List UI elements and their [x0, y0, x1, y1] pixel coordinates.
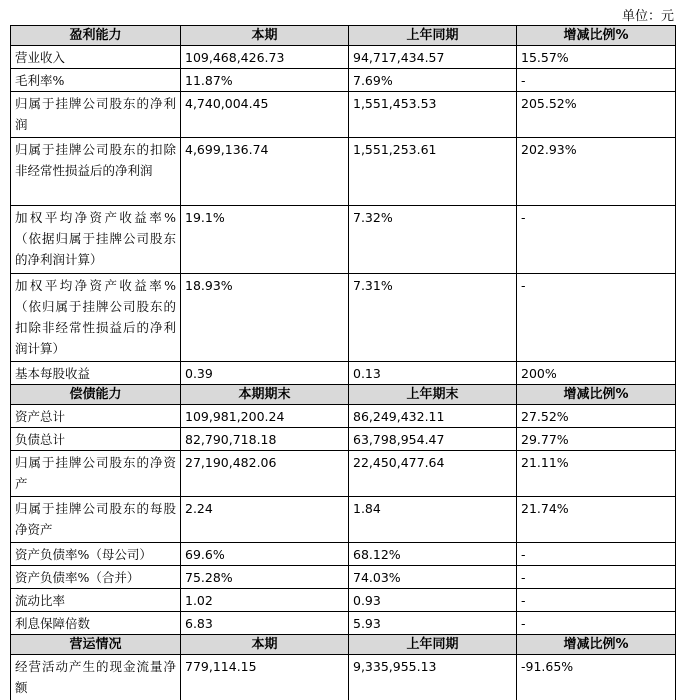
prior-value: 7.32%: [349, 206, 517, 274]
current-value: 109,468,426.73: [181, 46, 349, 69]
current-value: 27,190,482.06: [181, 451, 349, 497]
row-label: 利息保障倍数: [11, 612, 181, 635]
prior-value: 68.12%: [349, 543, 517, 566]
row-label: 资产总计: [11, 405, 181, 428]
section-header-row: [11, 385, 676, 405]
change-ratio: 27.52%: [517, 405, 676, 428]
table-row: [11, 543, 676, 566]
row-label: 加权平均净资产收益率%（依归属于挂牌公司股东的扣除非经常性损益后的净利润计算）: [11, 274, 181, 362]
change-ratio: 21.11%: [517, 451, 676, 497]
prior-value: 1.84: [349, 497, 517, 543]
table-row: [11, 655, 676, 700]
current-value: 11.87%: [181, 69, 349, 92]
column-header: 增减比例%: [517, 385, 676, 405]
row-label: 基本每股收益: [11, 362, 181, 385]
column-header: 上年同期: [349, 26, 517, 46]
column-header: 增减比例%: [517, 635, 676, 655]
table-row: [11, 362, 676, 385]
current-value: 4,740,004.45: [181, 92, 349, 138]
current-value: 19.1%: [181, 206, 349, 274]
column-header: 本期: [181, 26, 349, 46]
column-header: 增减比例%: [517, 26, 676, 46]
change-ratio: 202.93%: [517, 138, 676, 206]
financial-indicators-table: [10, 25, 676, 700]
section-header-row: [11, 26, 676, 46]
table-row: [11, 428, 676, 451]
prior-value: 7.69%: [349, 69, 517, 92]
current-value: 4,699,136.74: [181, 138, 349, 206]
table-row: [11, 138, 676, 206]
column-header: 本期: [181, 635, 349, 655]
row-label: 营业收入: [11, 46, 181, 69]
change-ratio: -: [517, 612, 676, 635]
current-value: 18.93%: [181, 274, 349, 362]
section-title: 营运情况: [11, 635, 181, 655]
row-label: 毛利率%: [11, 69, 181, 92]
prior-value: 1,551,253.61: [349, 138, 517, 206]
change-ratio: 21.74%: [517, 497, 676, 543]
row-label: 资产负债率%（母公司）: [11, 543, 181, 566]
section-title: 盈利能力: [11, 26, 181, 46]
table-row: [11, 206, 676, 274]
table-row: [11, 69, 676, 92]
prior-value: 9,335,955.13: [349, 655, 517, 700]
row-label: 流动比率: [11, 589, 181, 612]
row-label: 归属于挂牌公司股东的扣除非经常性损益后的净利润: [11, 138, 181, 206]
current-value: 82,790,718.18: [181, 428, 349, 451]
current-value: 6.83: [181, 612, 349, 635]
change-ratio: 205.52%: [517, 92, 676, 138]
table-row: [11, 566, 676, 589]
table-row: [11, 274, 676, 362]
column-header: 本期期末: [181, 385, 349, 405]
change-ratio: 15.57%: [517, 46, 676, 69]
table-row: [11, 589, 676, 612]
prior-value: 5.93: [349, 612, 517, 635]
column-header: 上年同期: [349, 635, 517, 655]
prior-value: 86,249,432.11: [349, 405, 517, 428]
section-title: 偿债能力: [11, 385, 181, 405]
change-ratio: -: [517, 566, 676, 589]
change-ratio: -: [517, 274, 676, 362]
change-ratio: 200%: [517, 362, 676, 385]
table-row: [11, 497, 676, 543]
row-label: 归属于挂牌公司股东的每股净资产: [11, 497, 181, 543]
change-ratio: -: [517, 543, 676, 566]
current-value: 69.6%: [181, 543, 349, 566]
row-label: 加权平均净资产收益率%（依据归属于挂牌公司股东的净利润计算）: [11, 206, 181, 274]
change-ratio: -: [517, 589, 676, 612]
table-row: [11, 46, 676, 69]
row-label: 归属于挂牌公司股东的净资产: [11, 451, 181, 497]
current-value: 0.39: [181, 362, 349, 385]
change-ratio: -91.65%: [517, 655, 676, 700]
prior-value: 22,450,477.64: [349, 451, 517, 497]
row-label: 资产负债率%（合并）: [11, 566, 181, 589]
table-row: [11, 612, 676, 635]
section-header-row: [11, 635, 676, 655]
prior-value: 1,551,453.53: [349, 92, 517, 138]
prior-value: 7.31%: [349, 274, 517, 362]
prior-value: 74.03%: [349, 566, 517, 589]
current-value: 779,114.15: [181, 655, 349, 700]
row-label: 归属于挂牌公司股东的净利润: [11, 92, 181, 138]
prior-value: 0.93: [349, 589, 517, 612]
prior-value: 63,798,954.47: [349, 428, 517, 451]
prior-value: 0.13: [349, 362, 517, 385]
row-label: 经营活动产生的现金流量净额: [11, 655, 181, 700]
current-value: 75.28%: [181, 566, 349, 589]
change-ratio: -: [517, 69, 676, 92]
table-row: [11, 92, 676, 138]
column-header: 上年期末: [349, 385, 517, 405]
current-value: 109,981,200.24: [181, 405, 349, 428]
table-row: [11, 451, 676, 497]
table-row: [11, 405, 676, 428]
change-ratio: 29.77%: [517, 428, 676, 451]
unit-label: 单位：元: [622, 5, 674, 24]
current-value: 2.24: [181, 497, 349, 543]
prior-value: 94,717,434.57: [349, 46, 517, 69]
change-ratio: -: [517, 206, 676, 274]
current-value: 1.02: [181, 589, 349, 612]
row-label: 负债总计: [11, 428, 181, 451]
